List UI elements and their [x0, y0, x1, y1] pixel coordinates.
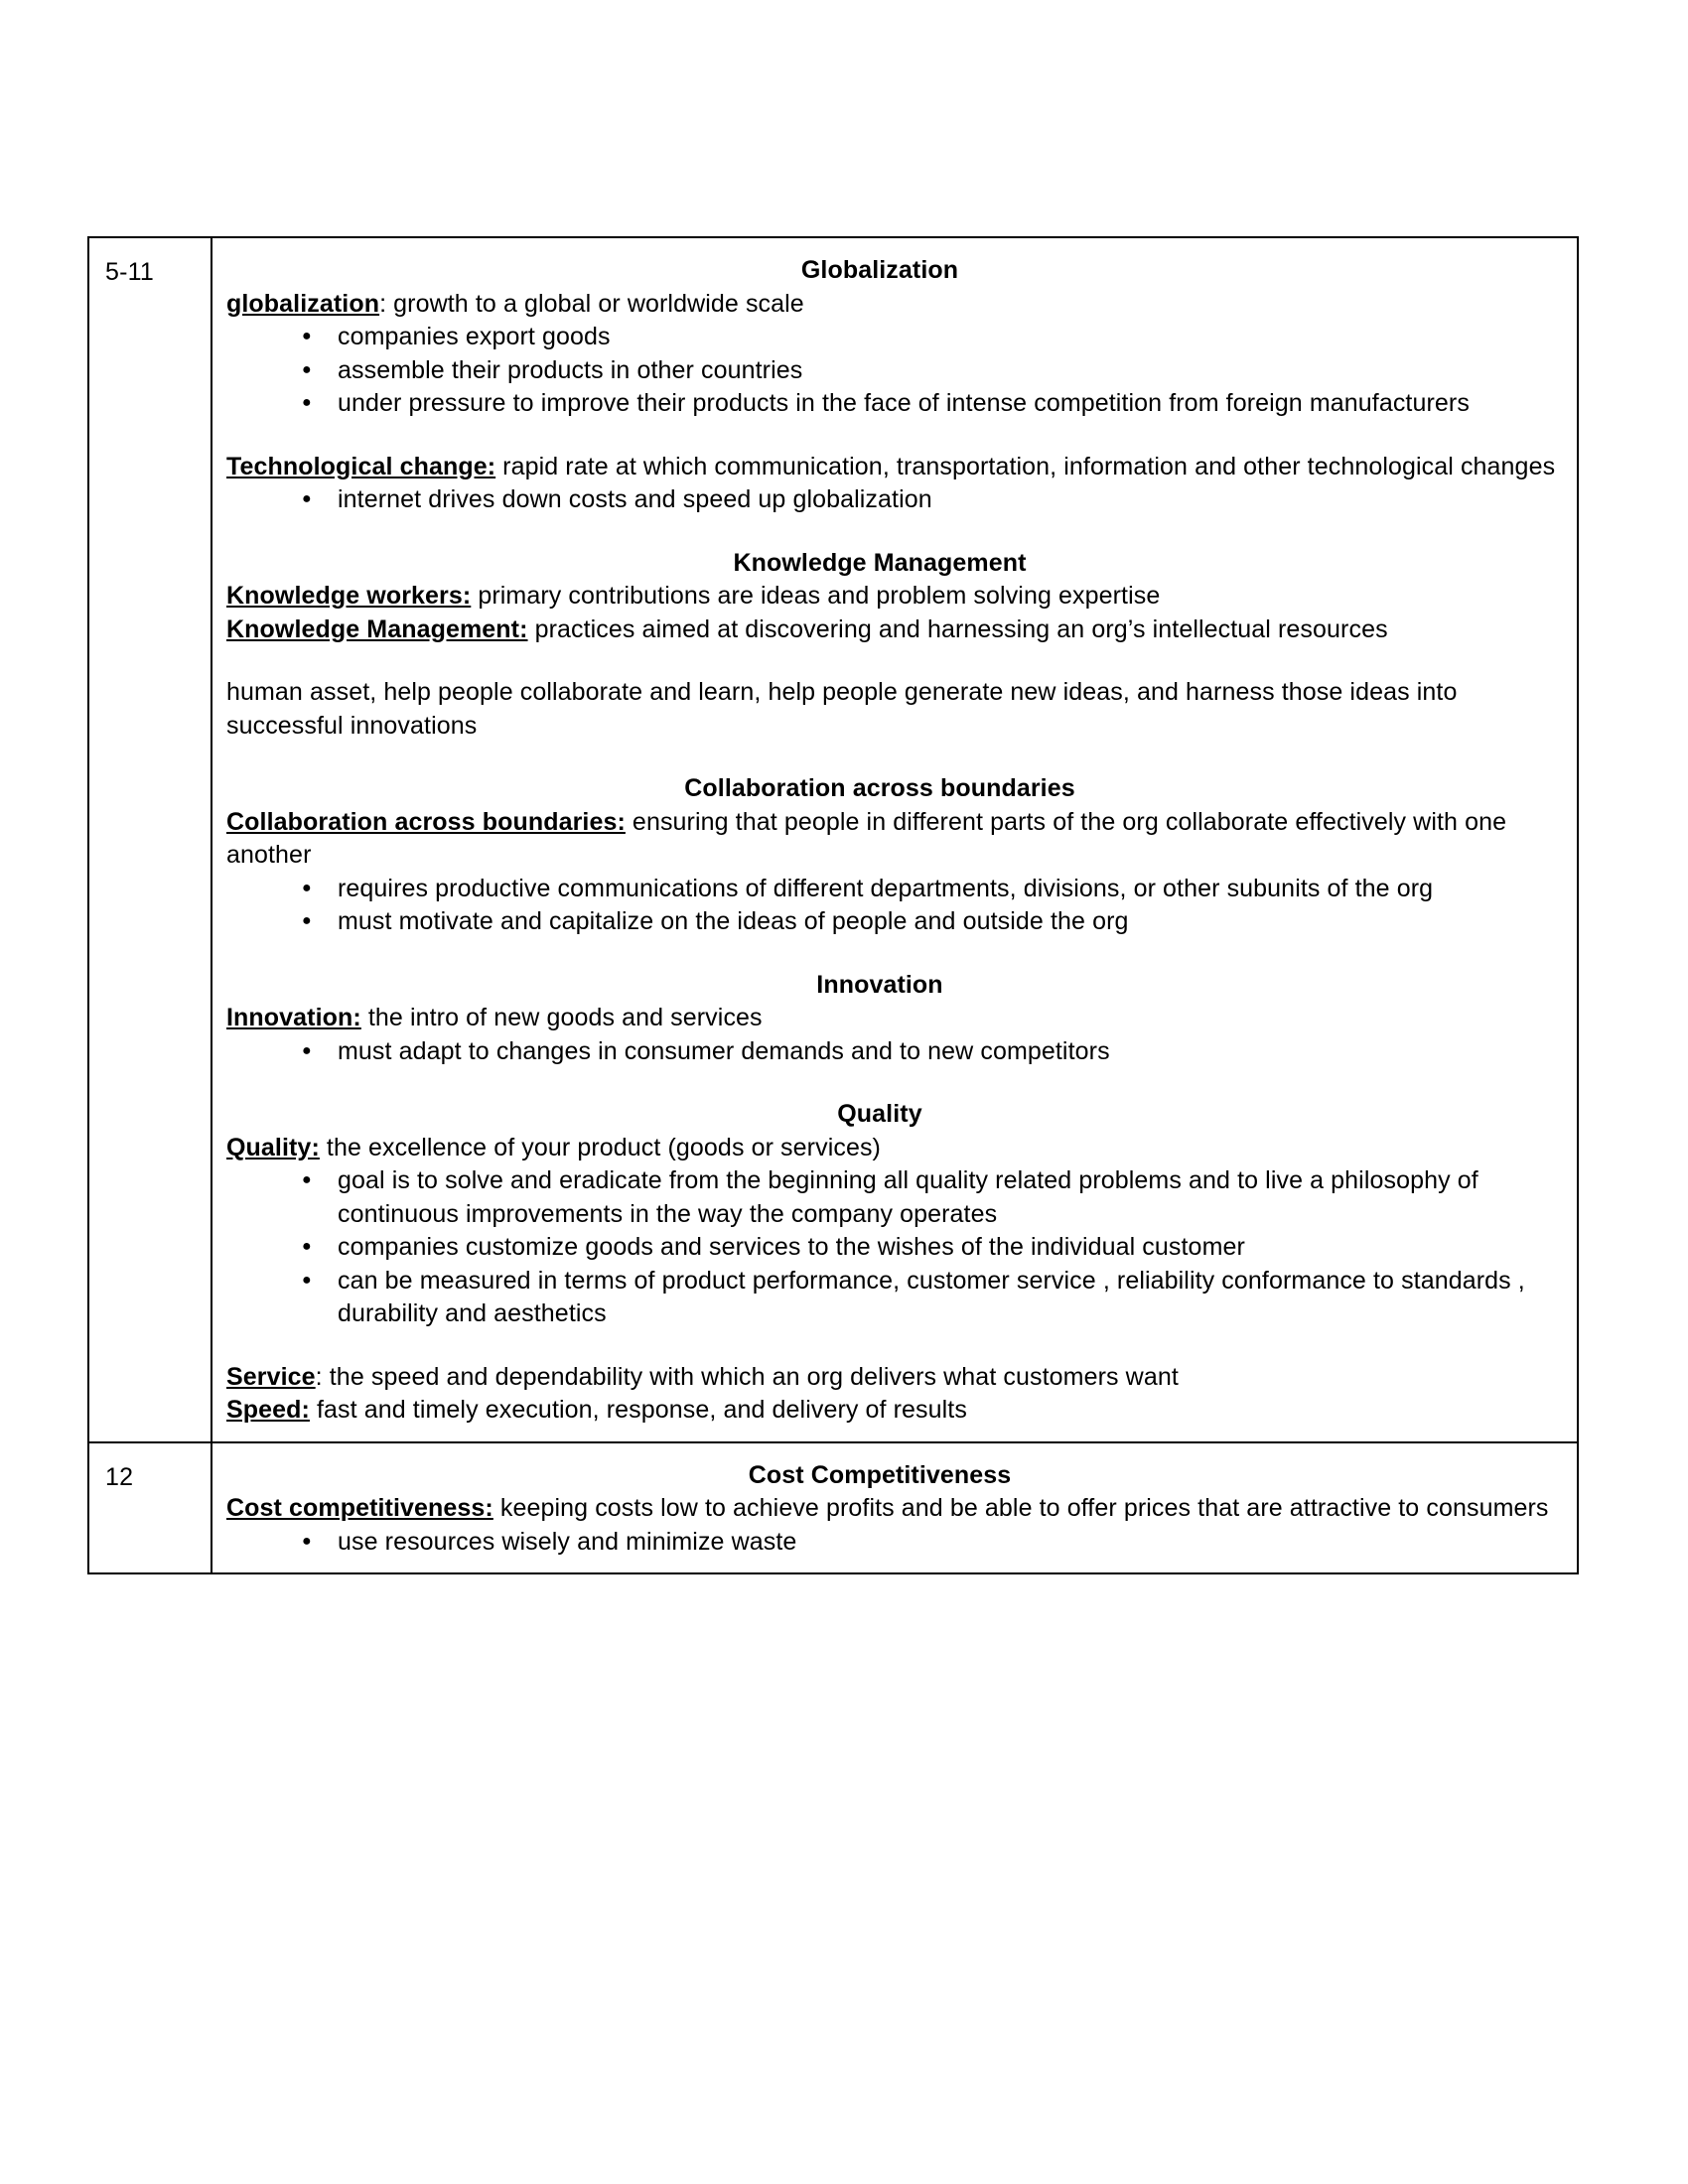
term-label: globalization	[226, 289, 380, 318]
definition-innovation	[226, 1002, 1569, 1035]
list-item: ● can be measured in terms of product performance, customer service , reliability conformance to standards , durability and aesthetics	[302, 1265, 1569, 1331]
section-heading-innovation: Innovation	[816, 970, 943, 999]
notes-table	[87, 236, 1579, 1574]
definition-service	[226, 1361, 1569, 1395]
bullet-list-collaboration	[226, 873, 1569, 939]
notes-content	[212, 238, 1577, 1441]
bullet-list-technological-change	[226, 483, 1569, 517]
section-heading-collaboration: Collaboration across boundaries	[684, 774, 1075, 802]
notes-content	[212, 1443, 1577, 1573]
definition-collaboration	[226, 806, 1569, 873]
table-row	[88, 237, 1578, 1442]
term-label: Quality:	[226, 1133, 320, 1161]
notes-content-cell	[211, 1442, 1578, 1574]
list-item: ● requires productive communications of different departments, divisions, or other subunits of the org	[302, 873, 1569, 906]
definition-text: keeping costs low to achieve profits and be able to offer prices that are attractive to consumers	[492, 1494, 1549, 1522]
block-spacer	[226, 743, 1569, 772]
definition-text: rapid rate at which communication, transportation, information and other technological changes	[495, 452, 1556, 480]
block-spacer	[226, 1068, 1569, 1098]
list-item: ● must adapt to changes in consumer demands and to new competitors	[302, 1035, 1569, 1069]
table-row	[88, 1442, 1578, 1574]
term-label: Collaboration across boundaries:	[226, 807, 626, 836]
definition-speed	[226, 1394, 1569, 1428]
definition-globalization	[226, 288, 1569, 322]
definition-text: the intro of new goods and services	[360, 1004, 763, 1031]
list-item: ● under pressure to improve their products in the face of intense competition from foreign manufacturers	[302, 387, 1569, 421]
list-item: ● companies customize goods and services to the wishes of the individual customer	[302, 1231, 1569, 1265]
block-spacer	[226, 421, 1569, 451]
notes-content-cell	[211, 237, 1578, 1442]
section-heading-quality: Quality	[837, 1100, 922, 1128]
list-item: ● must motivate and capitalize on the ideas of people and outside the org	[302, 905, 1569, 939]
definition-knowledge-management	[226, 614, 1569, 647]
bullet-list-innovation	[226, 1035, 1569, 1069]
list-item: ● internet drives down costs and speed up globalization	[302, 483, 1569, 517]
bullet-list-cost-competitiveness	[226, 1526, 1569, 1560]
list-item: ● companies export goods	[302, 321, 1569, 354]
page-ref-cell	[88, 237, 211, 1442]
definition-text: ensuring that people in different parts of the org collaborate effectively with one another	[226, 807, 1507, 869]
bullet-list-globalization	[226, 321, 1569, 421]
term-label: Knowledge Management:	[226, 614, 528, 643]
term-label: Cost competitiveness:	[226, 1494, 493, 1522]
page-ref-value: 5-11	[105, 258, 154, 286]
page-ref-value: 12	[105, 1462, 134, 1491]
block-spacer	[226, 1331, 1569, 1361]
block-spacer	[226, 939, 1569, 969]
term-label: Innovation:	[226, 1004, 361, 1031]
section-heading-cost-competitiveness: Cost Competitiveness	[748, 1460, 1012, 1489]
definition-text: : the speed and dependability with which an org delivers what customers want	[315, 1362, 1179, 1391]
bullet-list-quality	[226, 1164, 1569, 1331]
paragraph-human-asset: human asset, help people collaborate and learn, help people generate new ideas, and harness those ideas into successful innovations	[226, 678, 1458, 740]
definition-text: the excellence of your product (goods or services)	[319, 1133, 881, 1161]
list-item: ● use resources wisely and minimize waste	[302, 1526, 1569, 1560]
definition-quality	[226, 1132, 1569, 1165]
notes-table-body	[88, 237, 1578, 1573]
definition-knowledge-workers	[226, 580, 1569, 614]
section-heading-knowledge-management: Knowledge Management	[733, 548, 1027, 577]
block-spacer	[226, 517, 1569, 547]
term-label: Service	[226, 1362, 316, 1391]
definition-technological-change	[226, 451, 1569, 484]
page-ref-cell	[88, 1442, 211, 1574]
term-label: Speed:	[226, 1396, 310, 1424]
definition-text: practices aimed at discovering and harnessing an org’s intellectual resources	[527, 614, 1388, 643]
definition-text: primary contributions are ideas and problem solving expertise	[471, 582, 1161, 610]
section-heading-globalization: Globalization	[800, 256, 959, 284]
list-item: ● assemble their products in other countries	[302, 354, 1569, 388]
definition-cost-competitiveness	[226, 1492, 1569, 1526]
definition-text: fast and timely execution, response, and delivery of results	[309, 1396, 967, 1424]
block-spacer	[226, 646, 1569, 676]
list-item: ● goal is to solve and eradicate from the beginning all quality related problems and to live a philosophy of continuous improvements in the way the company operates	[302, 1164, 1569, 1231]
definition-text: : growth to a global or worldwide scale	[379, 289, 804, 318]
term-label: Technological change:	[226, 452, 496, 480]
term-label: Knowledge workers:	[226, 582, 472, 610]
